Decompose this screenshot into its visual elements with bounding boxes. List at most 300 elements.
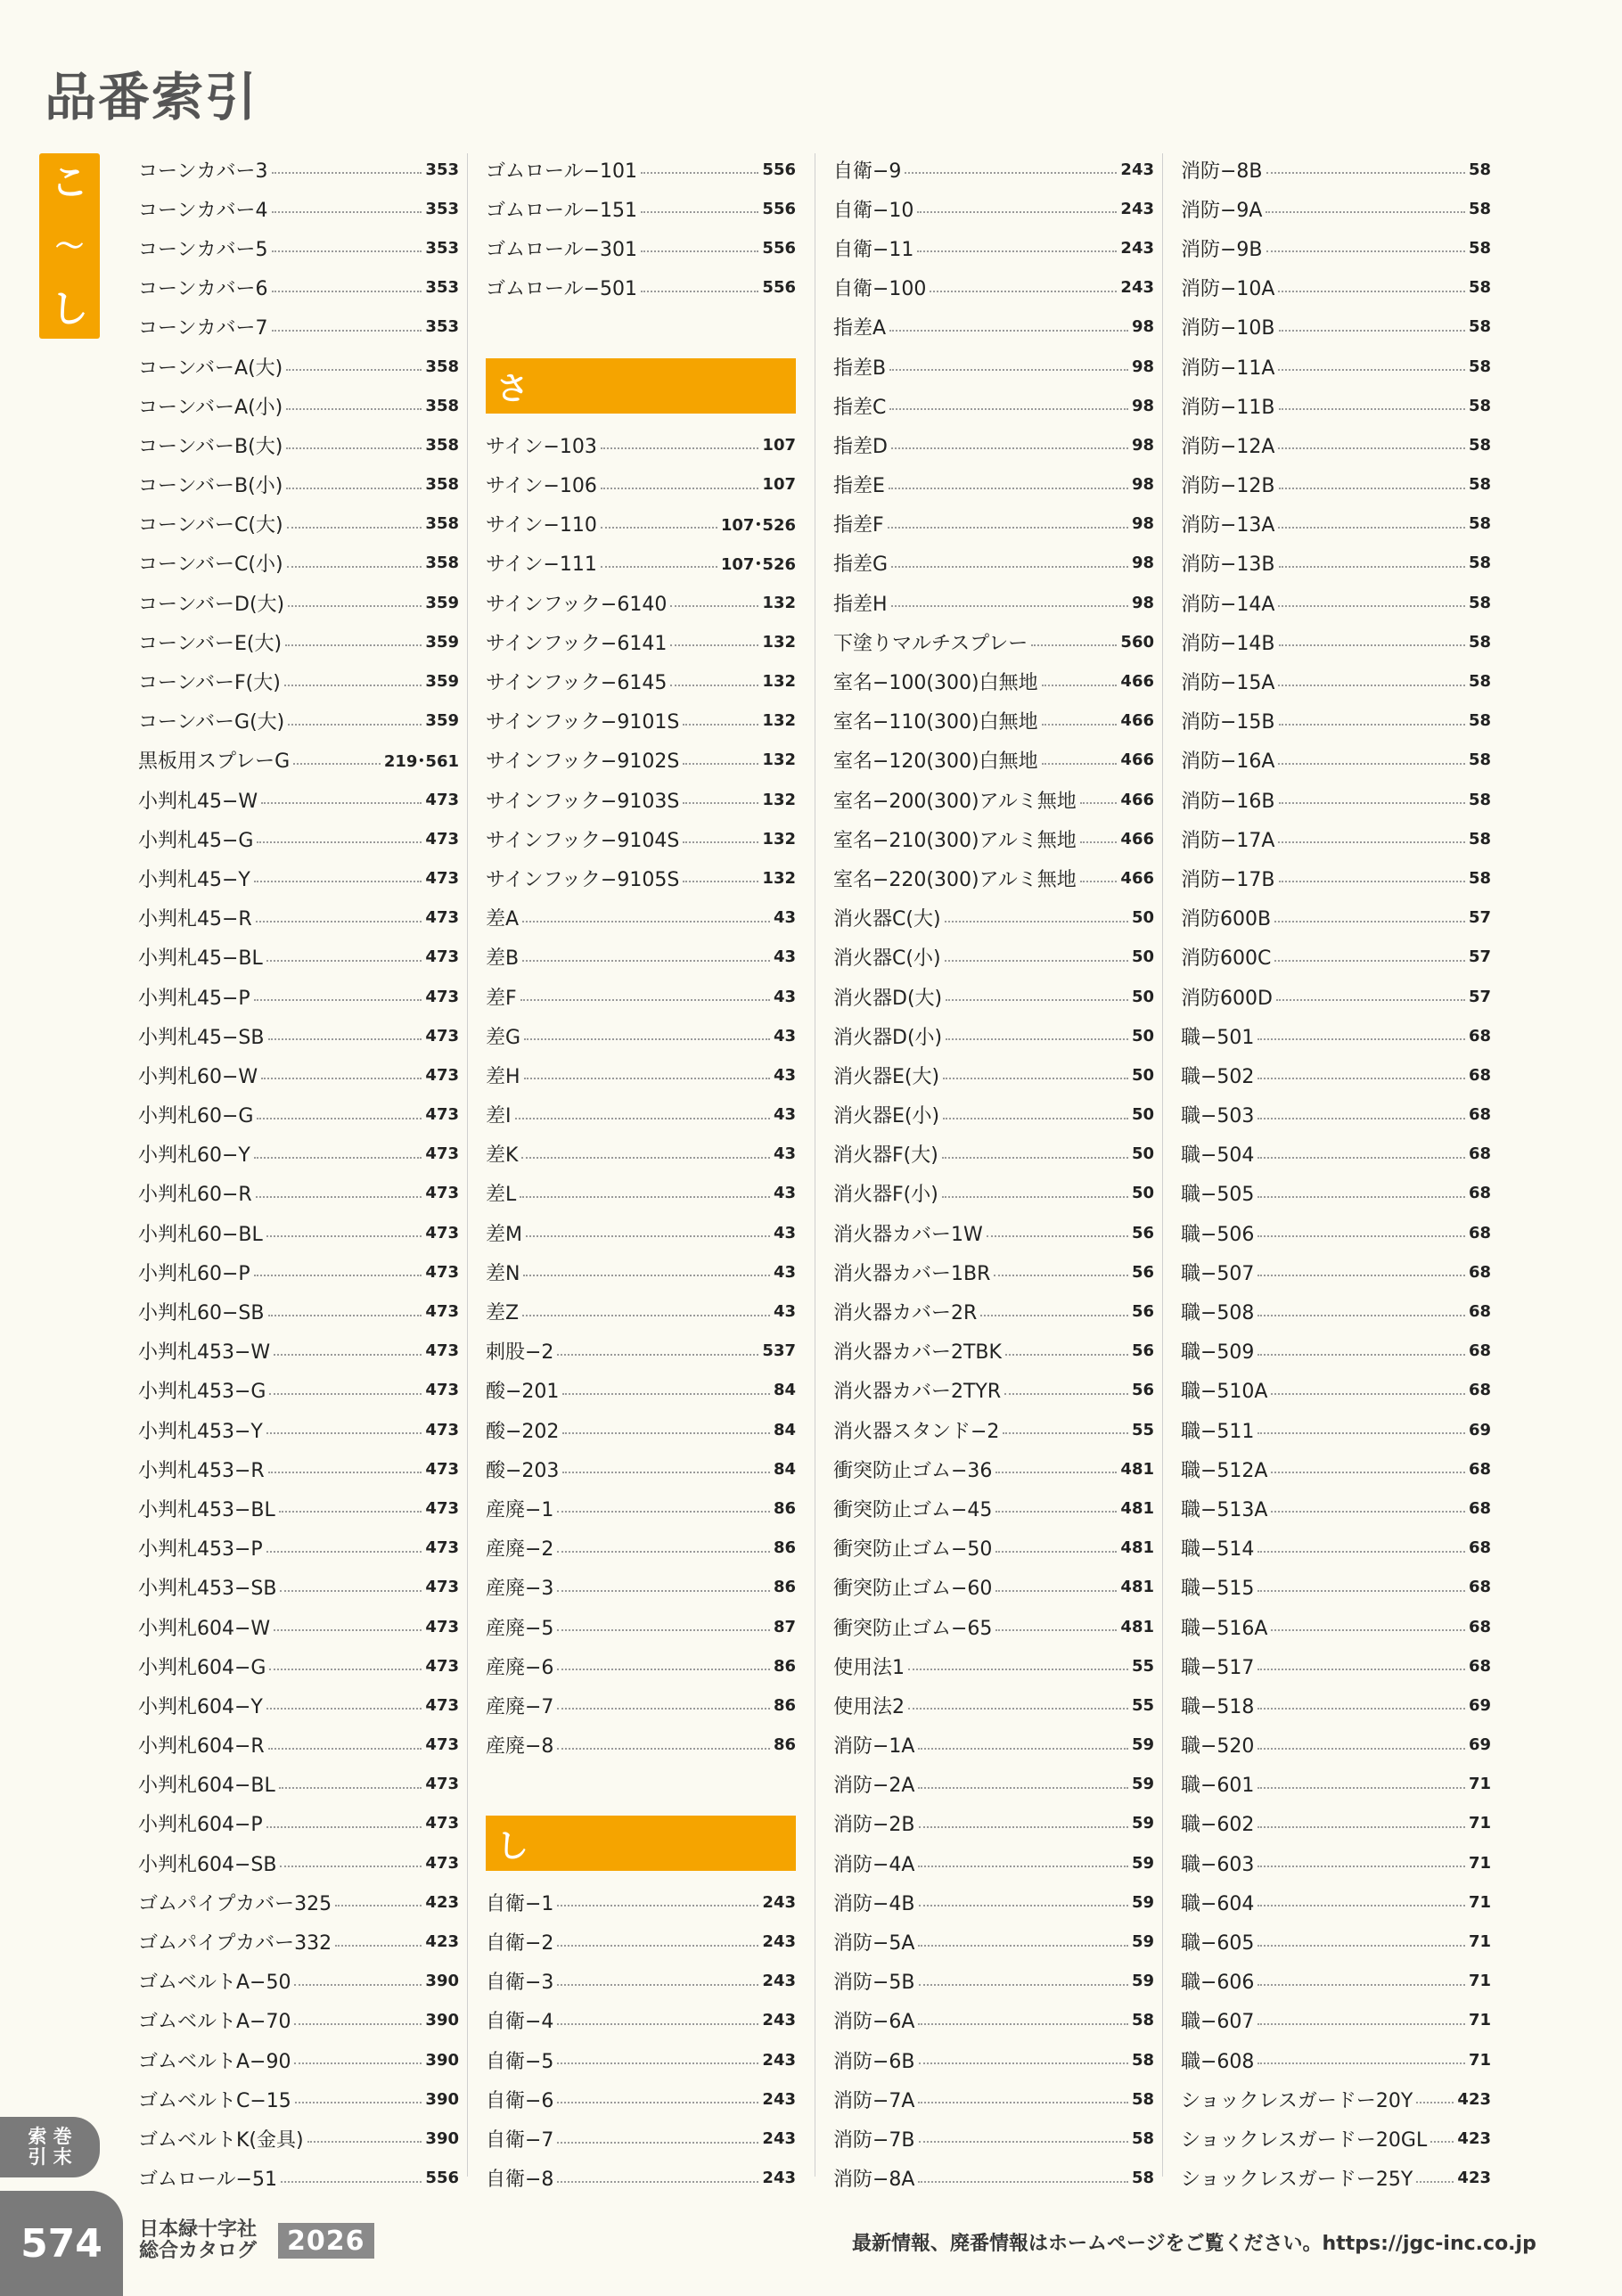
dot-leader xyxy=(562,1472,770,1473)
index-column-3 xyxy=(833,150,1154,2198)
index-entry xyxy=(1181,268,1491,308)
index-entry xyxy=(1181,1529,1491,1568)
page-reference: 132 xyxy=(762,829,796,849)
spacer xyxy=(486,308,796,347)
index-entry xyxy=(1181,1646,1491,1685)
product-code: コーンバーA(小) xyxy=(138,396,283,419)
page-reference: 68 xyxy=(1468,1302,1491,1322)
page-reference: 473 xyxy=(425,1065,459,1085)
product-code: 室名−110(300)白無地 xyxy=(833,711,1038,734)
index-entry xyxy=(833,1646,1154,1685)
dot-leader xyxy=(1279,566,1465,568)
dot-leader xyxy=(917,211,1117,213)
dot-leader xyxy=(1257,1275,1465,1276)
page-reference: 57 xyxy=(1468,987,1491,1006)
dot-leader xyxy=(1257,1945,1465,1947)
product-code: 消防−12A xyxy=(1181,435,1275,458)
product-code: 職−503 xyxy=(1181,1105,1255,1128)
index-entry xyxy=(486,465,796,504)
dot-leader xyxy=(522,960,770,962)
product-code: 自衛−9 xyxy=(833,160,902,183)
dot-leader xyxy=(280,1866,422,1867)
dot-leader xyxy=(683,763,758,765)
product-code: 衝突防止ゴム−45 xyxy=(833,1498,993,1521)
dot-leader xyxy=(272,211,422,213)
dot-leader xyxy=(641,291,758,292)
index-entry xyxy=(138,1843,459,1882)
page-reference: 353 xyxy=(425,238,459,258)
dot-leader xyxy=(1271,1393,1464,1395)
catalog-name-line-2: 総合カタログ xyxy=(139,2240,258,2263)
footer-note: 最新情報、廃番情報はホームページをご覧ください。https://jgc-inc.co.jp xyxy=(852,2233,1536,2255)
page-reference: 353 xyxy=(425,317,459,337)
dot-leader xyxy=(261,1078,422,1079)
product-code: 消防600C xyxy=(1181,947,1272,971)
dot-leader xyxy=(1257,2062,1465,2064)
product-code: 職−606 xyxy=(1181,1972,1255,1995)
index-entry xyxy=(486,2159,796,2198)
product-code: コーンカバー6 xyxy=(138,278,268,301)
index-entry xyxy=(1181,819,1491,858)
dot-leader xyxy=(1257,1748,1465,1750)
page-reference: 55 xyxy=(1131,1656,1154,1676)
product-code: 小判札453−G xyxy=(138,1381,266,1404)
index-entry xyxy=(138,701,459,741)
index-entry xyxy=(1181,504,1491,544)
index-entry xyxy=(1181,1843,1491,1882)
page-reference: 86 xyxy=(773,1656,796,1676)
index-entry xyxy=(1181,1882,1491,1922)
page-reference: 50 xyxy=(1131,1184,1154,1203)
dot-leader xyxy=(945,960,1128,962)
product-code: 小判札45−P xyxy=(138,987,250,1010)
page-reference: 59 xyxy=(1131,1735,1154,1755)
dot-leader xyxy=(557,1708,770,1710)
product-code: 消防−17A xyxy=(1181,829,1275,852)
index-entry xyxy=(486,780,796,819)
dot-leader xyxy=(1266,211,1464,213)
page-reference: 56 xyxy=(1131,1262,1154,1282)
index-entry xyxy=(138,1804,459,1843)
page-reference: 560 xyxy=(1120,632,1154,652)
product-code: サインフック−9103S xyxy=(486,790,680,813)
index-entry xyxy=(486,1332,796,1371)
product-code: サインフック−6141 xyxy=(486,632,668,655)
product-code: 消防−11A xyxy=(1181,357,1275,380)
page-reference: 423 xyxy=(1457,2128,1491,2148)
index-entry xyxy=(138,1607,459,1646)
index-entry xyxy=(1181,1922,1491,1961)
index-entry xyxy=(138,858,459,898)
page-reference: 473 xyxy=(425,1223,459,1242)
product-code: 小判札60−R xyxy=(138,1184,252,1207)
dot-leader xyxy=(294,2023,422,2025)
dot-leader xyxy=(1080,881,1118,882)
product-code: ゴムベルトA−70 xyxy=(138,2011,291,2034)
dot-leader xyxy=(557,2023,758,2025)
page-reference: 58 xyxy=(1131,2089,1154,2109)
page-reference: 71 xyxy=(1468,1775,1491,1794)
product-code: 小判札45−R xyxy=(138,908,252,931)
page-reference: 58 xyxy=(1468,829,1491,849)
dot-leader xyxy=(995,1590,1117,1592)
page-reference: 43 xyxy=(773,1105,796,1125)
dot-leader xyxy=(1004,1393,1128,1395)
index-entry xyxy=(486,583,796,622)
page-reference: 359 xyxy=(425,672,459,692)
dot-leader xyxy=(919,2062,1128,2064)
page-reference: 466 xyxy=(1120,829,1154,849)
product-code: 職−607 xyxy=(1181,2011,1255,2034)
dot-leader xyxy=(266,1432,422,1434)
product-code: 消防−17B xyxy=(1181,868,1275,891)
section-tab-wave: 〜 xyxy=(54,229,84,263)
index-entry xyxy=(833,308,1154,347)
index-entry xyxy=(1181,938,1491,977)
product-code: 消火器カバー1W xyxy=(833,1223,983,1246)
product-code: コーンカバー5 xyxy=(138,238,268,261)
index-entry xyxy=(138,780,459,819)
index-entry xyxy=(486,1685,796,1725)
index-entry xyxy=(833,1607,1154,1646)
product-code: 消防600D xyxy=(1181,987,1273,1010)
dot-leader xyxy=(557,1984,758,1986)
index-entry xyxy=(1181,1292,1491,1331)
product-code: 消火器E(小) xyxy=(833,1105,940,1128)
dot-leader xyxy=(272,291,422,292)
dot-leader xyxy=(268,1472,422,1473)
index-entry xyxy=(1181,386,1491,425)
product-code: 小判札453−P xyxy=(138,1538,263,1562)
column-divider xyxy=(1162,153,1163,2177)
product-code: 差Z xyxy=(486,1302,520,1325)
page-reference: 358 xyxy=(425,435,459,455)
page-reference: 56 xyxy=(1131,1381,1154,1400)
dot-leader xyxy=(891,566,1128,568)
page-reference: 243 xyxy=(762,1892,796,1912)
product-code: 職−501 xyxy=(1181,1026,1255,1049)
product-code: 消防−4A xyxy=(833,1853,915,1876)
dot-leader xyxy=(891,447,1128,449)
dot-leader xyxy=(918,1866,1127,1867)
dot-leader xyxy=(1257,1315,1465,1316)
product-code: 消火器C(大) xyxy=(833,908,941,931)
page-reference: 86 xyxy=(773,1538,796,1558)
page-reference: 43 xyxy=(773,1144,796,1164)
dot-leader xyxy=(562,1432,770,1434)
product-code: 差G xyxy=(486,1026,521,1049)
page-reference: 98 xyxy=(1131,435,1154,455)
page-reference: 423 xyxy=(1457,2169,1491,2188)
dot-leader xyxy=(1257,1196,1465,1198)
page-reference: 58 xyxy=(1468,672,1491,692)
page-reference: 56 xyxy=(1131,1302,1154,1322)
product-code: コーンバーF(大) xyxy=(138,672,281,695)
index-entry xyxy=(1181,1607,1491,1646)
index-entry xyxy=(833,858,1154,898)
index-entry xyxy=(833,1292,1154,1331)
dot-leader xyxy=(905,172,1117,174)
page-reference: 481 xyxy=(1120,1617,1154,1636)
page-reference: 537 xyxy=(762,1341,796,1361)
product-code: 消火器E(大) xyxy=(833,1065,940,1088)
dot-leader xyxy=(266,1708,422,1710)
page-reference: 243 xyxy=(1120,278,1154,298)
page-reference: 58 xyxy=(1468,711,1491,731)
badge-line-2: 引 末 xyxy=(28,2146,72,2168)
index-entry xyxy=(486,544,796,583)
page-reference: 43 xyxy=(773,1302,796,1322)
index-entry xyxy=(833,1174,1154,1213)
index-entry xyxy=(486,1882,796,1922)
dot-leader xyxy=(1416,2181,1454,2183)
page-reference: 556 xyxy=(762,238,796,258)
product-code: 小判札453−R xyxy=(138,1459,265,1482)
dot-leader xyxy=(524,1078,770,1079)
product-code: 職−520 xyxy=(1181,1735,1255,1759)
dot-leader xyxy=(919,1984,1128,1986)
page-reference: 59 xyxy=(1131,1853,1154,1873)
index-entry xyxy=(833,1882,1154,1922)
index-entry xyxy=(833,977,1154,1016)
product-code: 職−514 xyxy=(1181,1538,1255,1562)
dot-leader xyxy=(1279,488,1465,489)
dot-leader xyxy=(268,1038,422,1040)
page-reference: 68 xyxy=(1468,1617,1491,1636)
page-reference: 473 xyxy=(425,1814,459,1833)
dot-leader xyxy=(1042,763,1118,765)
page-reference: 353 xyxy=(425,278,459,298)
product-code: 自衛−1 xyxy=(486,1892,554,1915)
dot-leader xyxy=(1279,724,1465,726)
index-entry xyxy=(1181,1449,1491,1488)
page-reference: 43 xyxy=(773,1223,796,1242)
dot-leader xyxy=(1257,1038,1465,1040)
dot-leader xyxy=(1257,1432,1465,1434)
dot-leader xyxy=(557,2142,758,2144)
index-entry xyxy=(1181,1213,1491,1252)
index-entry xyxy=(833,228,1154,267)
page-reference: 43 xyxy=(773,1026,796,1046)
dot-leader xyxy=(945,921,1128,922)
dot-leader xyxy=(520,999,770,1001)
index-entry xyxy=(138,425,459,464)
index-entry xyxy=(138,386,459,425)
dot-leader xyxy=(987,1235,1128,1237)
page-reference: 423 xyxy=(425,1932,459,1952)
dot-leader xyxy=(1257,1078,1465,1079)
index-entry xyxy=(138,1371,459,1410)
product-code: 差I xyxy=(486,1105,512,1128)
section-tab-end: し xyxy=(50,287,88,331)
index-entry xyxy=(833,150,1154,189)
index-entry xyxy=(1181,1685,1491,1725)
page-reference: 59 xyxy=(1131,1775,1154,1794)
page-reference: 243 xyxy=(762,2089,796,2109)
dot-leader xyxy=(1005,1354,1128,1356)
product-code: 消防−10B xyxy=(1181,317,1275,340)
index-entry xyxy=(486,504,796,544)
product-code: ショックレスガードー20Y xyxy=(1181,2089,1413,2112)
index-entry xyxy=(486,622,796,661)
page-reference: 473 xyxy=(425,1420,459,1439)
index-entry xyxy=(486,425,796,464)
index-entry xyxy=(486,1488,796,1528)
index-entry xyxy=(1181,150,1491,189)
index-entry xyxy=(486,1213,796,1252)
page-reference: 58 xyxy=(1468,160,1491,179)
page-reference: 390 xyxy=(425,2011,459,2030)
page-reference: 132 xyxy=(762,632,796,652)
page-reference: 556 xyxy=(762,278,796,298)
index-entry xyxy=(138,1410,459,1449)
dot-leader xyxy=(1279,881,1465,882)
page-reference: 473 xyxy=(425,1853,459,1873)
page-reference: 69 xyxy=(1468,1735,1491,1755)
index-entry xyxy=(833,1685,1154,1725)
dot-leader xyxy=(1257,1669,1465,1670)
page-reference: 68 xyxy=(1468,1026,1491,1046)
dot-leader xyxy=(307,2141,422,2143)
product-code: 職−510A xyxy=(1181,1381,1268,1404)
page-reference: 68 xyxy=(1468,1459,1491,1479)
dot-leader xyxy=(1257,2023,1465,2025)
product-code: 自衛−3 xyxy=(486,1972,554,1995)
index-entry xyxy=(138,465,459,504)
product-code: ゴムロール−501 xyxy=(486,278,637,301)
page-reference: 243 xyxy=(762,2011,796,2030)
product-code: サイン−106 xyxy=(486,475,597,498)
index-entry xyxy=(486,858,796,898)
dot-leader xyxy=(995,1551,1117,1553)
index-entry xyxy=(833,661,1154,701)
product-code: 産廃−8 xyxy=(486,1735,554,1759)
dot-leader xyxy=(917,250,1117,252)
index-entry xyxy=(138,2119,459,2158)
page-reference: 466 xyxy=(1120,750,1154,770)
page-reference: 473 xyxy=(425,908,459,928)
index-entry xyxy=(486,2040,796,2079)
dot-leader xyxy=(557,1551,770,1553)
product-code: 産廃−1 xyxy=(486,1498,554,1521)
dot-leader xyxy=(286,369,422,371)
index-entry xyxy=(833,544,1154,583)
product-code: 差N xyxy=(486,1262,520,1285)
dot-leader xyxy=(1257,1551,1465,1553)
dot-leader xyxy=(1257,1826,1465,1828)
product-code: 消火器カバー2R xyxy=(833,1302,978,1325)
product-code: 消防−13B xyxy=(1181,554,1275,577)
page-reference: 87 xyxy=(773,1617,796,1636)
index-entry xyxy=(138,1882,459,1922)
product-code: 職−515 xyxy=(1181,1578,1255,1601)
product-code: 小判札60−SB xyxy=(138,1302,265,1325)
product-code: 消防−7A xyxy=(833,2089,915,2112)
page-title: 品番索引 xyxy=(45,67,259,127)
index-entry xyxy=(833,2040,1154,2079)
product-code: 消防−6B xyxy=(833,2050,915,2073)
index-entry xyxy=(138,1174,459,1213)
index-entry xyxy=(486,189,796,228)
index-entry xyxy=(833,386,1154,425)
dot-leader xyxy=(272,330,422,332)
index-entry xyxy=(486,1568,796,1607)
index-entry xyxy=(1181,1095,1491,1135)
page-reference: 473 xyxy=(425,1381,459,1400)
index-entry xyxy=(1181,1726,1491,1765)
dot-leader xyxy=(1257,1590,1465,1592)
index-entry xyxy=(486,1529,796,1568)
page-reference: 390 xyxy=(425,1972,459,1991)
product-code: 小判札604−BL xyxy=(138,1775,275,1798)
index-entry xyxy=(1181,2119,1491,2158)
product-code: 産廃−3 xyxy=(486,1578,554,1601)
dot-leader xyxy=(557,1354,758,1356)
product-code: サインフック−9105S xyxy=(486,868,680,891)
product-code: 小判札453−Y xyxy=(138,1420,263,1443)
page-reference: 423 xyxy=(425,1892,459,1912)
product-code: 消火器D(大) xyxy=(833,987,943,1010)
product-code: 消火器カバー2TBK xyxy=(833,1341,1002,1365)
dot-leader xyxy=(266,1235,422,1237)
index-entry xyxy=(1181,465,1491,504)
product-code: 差L xyxy=(486,1184,517,1207)
product-code: 酸−202 xyxy=(486,1420,560,1443)
dot-leader xyxy=(524,1038,770,1040)
dot-leader xyxy=(601,566,717,568)
index-entry xyxy=(138,1765,459,1804)
index-entry xyxy=(138,2040,459,2079)
index-entry xyxy=(1181,1804,1491,1843)
index-entry xyxy=(1181,780,1491,819)
product-code: 産廃−6 xyxy=(486,1656,554,1679)
product-code: 消防−14B xyxy=(1181,632,1275,655)
index-entry xyxy=(486,2079,796,2119)
product-code: コーンバーA(大) xyxy=(138,357,283,380)
index-entry xyxy=(138,2001,459,2040)
product-code: 指差B xyxy=(833,357,887,380)
index-entry xyxy=(486,1055,796,1095)
dot-leader xyxy=(523,1275,769,1276)
index-entry xyxy=(833,583,1154,622)
product-code: 消防−8B xyxy=(1181,160,1263,183)
dot-leader xyxy=(266,1551,422,1553)
product-code: 自衛−7 xyxy=(486,2129,554,2152)
dot-leader xyxy=(918,1787,1127,1789)
page-reference: 132 xyxy=(762,750,796,770)
page-reference: 98 xyxy=(1131,396,1154,415)
page-reference: 71 xyxy=(1468,2050,1491,2070)
dot-leader xyxy=(889,488,1128,489)
product-code: 職−601 xyxy=(1181,1775,1255,1798)
product-code: コーンバーD(大) xyxy=(138,593,285,616)
product-code: コーンカバー4 xyxy=(138,199,268,222)
dot-leader xyxy=(1271,1511,1464,1513)
product-code: 職−518 xyxy=(1181,1695,1255,1718)
index-entry xyxy=(486,938,796,977)
page-reference: 243 xyxy=(762,2050,796,2070)
dot-leader xyxy=(274,1354,422,1356)
product-code: 消防−15A xyxy=(1181,672,1275,695)
product-code: サインフック−9104S xyxy=(486,829,680,852)
dot-leader xyxy=(942,1196,1128,1198)
page-reference: 59 xyxy=(1131,1932,1154,1952)
dot-leader xyxy=(557,2062,758,2064)
dot-leader xyxy=(601,527,717,529)
page-reference: 58 xyxy=(1468,278,1491,298)
index-entry xyxy=(833,1529,1154,1568)
product-code: 下塗りマルチスプレー xyxy=(833,632,1028,655)
